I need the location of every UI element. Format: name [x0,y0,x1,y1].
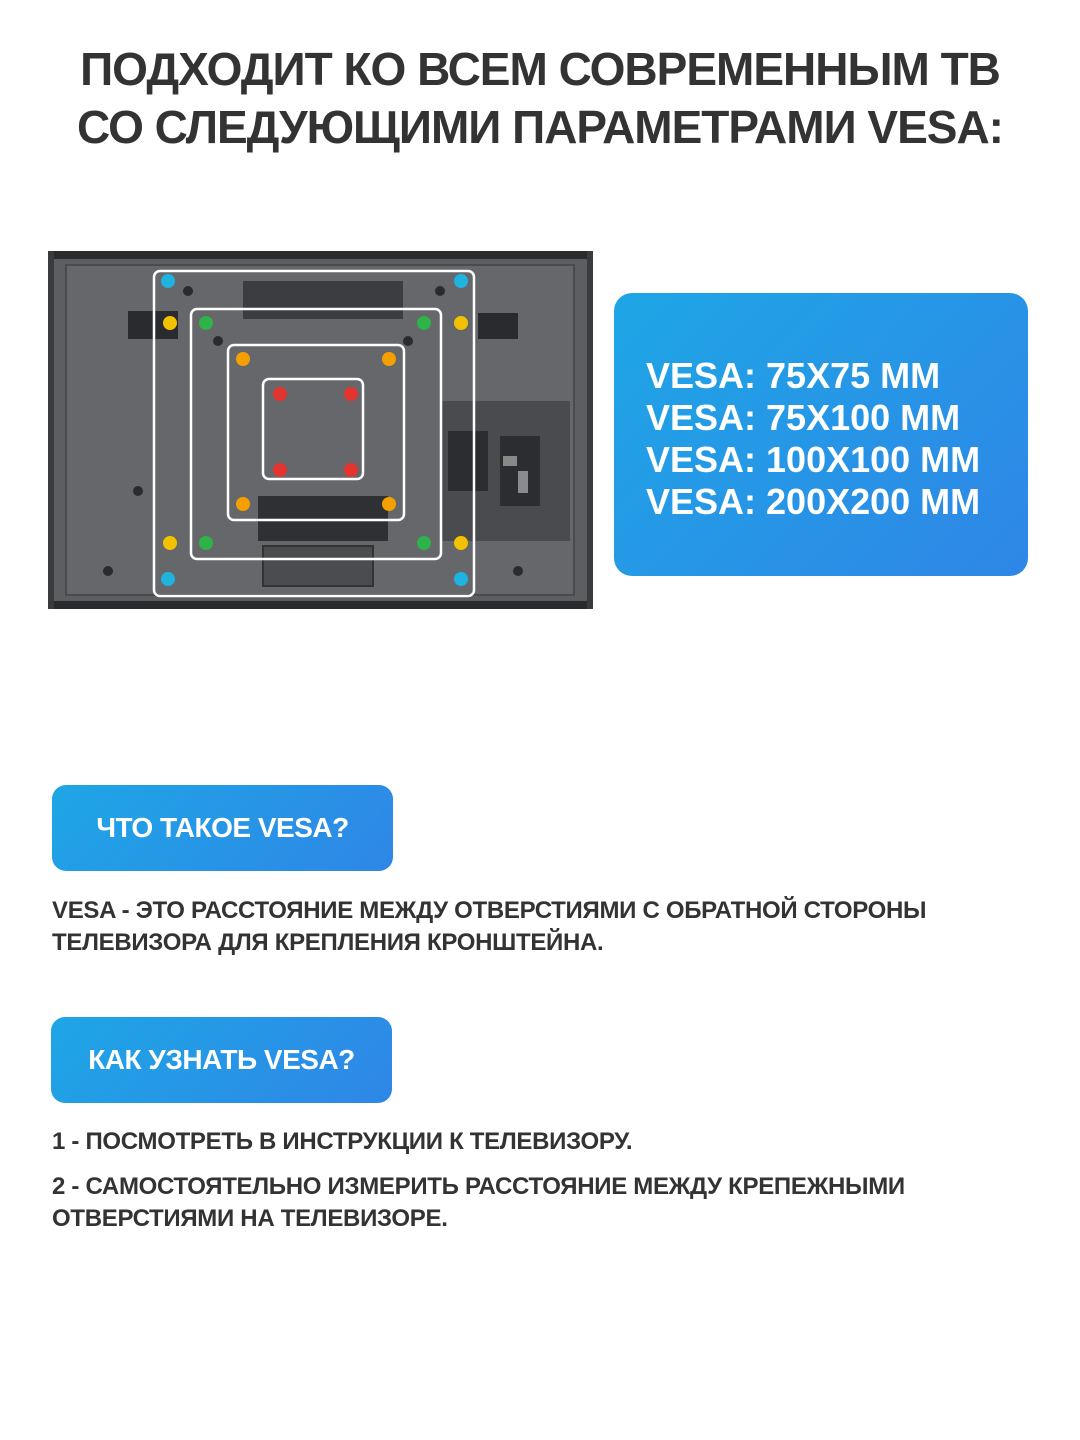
how-to-step-1: 1 - ПОСМОТРЕТЬ В ИНСТРУКЦИИ К ТЕЛЕВИЗОРУ. [52,1128,633,1155]
how-to-step-2: 2 - САМОСТОЯТЕЛЬНО ИЗМЕРИТЬ РАССТОЯНИЕ МЕЖДУ КРЕПЕЖНЫМИ ОТВЕРСТИЯМИ НА ТЕЛЕВИЗОРЕ. [52,1173,905,1232]
page-title-line-1: ПОДХОДИТ КО ВСЕМ СОВРЕМЕННЫМ ТВ [80,43,1000,95]
vesa-sizes-card [614,293,1028,576]
page-title-line-2: СО СЛЕДУЮЩИМИ ПАРАМЕТРАМИ VESA: [77,101,1003,153]
tv-back-illustration [48,251,593,609]
page-title [0,40,1080,156]
vesa-size-item: VESA: 200X200 MM [646,481,981,522]
vesa-size-item: VESA: 75X75 MM [646,355,941,396]
how-to-find-vesa-badge: КАК УЗНАТЬ VESA? [51,1017,392,1103]
what-is-vesa-badge: ЧТО ТАКОЕ VESA? [52,785,393,871]
vesa-size-item: VESA: 75X100 MM [646,397,961,438]
vesa-size-item: VESA: 100X100 MM [646,439,981,480]
what-is-vesa-description: VESA - ЭТО РАССТОЯНИЕ МЕЖДУ ОТВЕРСТИЯМИ С ОБРАТНОЙ СТОРОНЫ ТЕЛЕВИЗОРА ДЛЯ КРЕПЛЕНИЯ КРОНШТЕЙНА. [52,897,927,956]
